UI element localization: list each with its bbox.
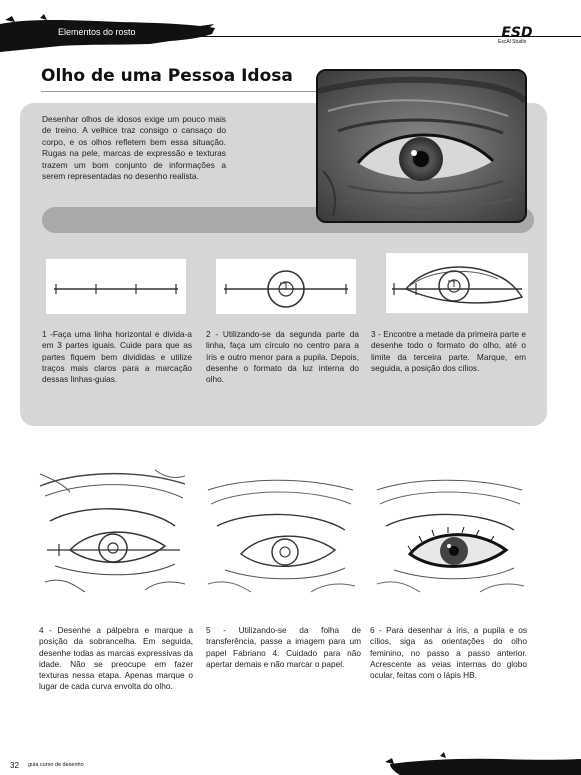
section-label: Elementos do rosto [58,27,136,37]
step-6-sketch [372,474,528,594]
publication-name: guia curso de desenho [28,762,84,768]
step-4-text: 4 - Desenhe a pálpebra e marque a posição da sobrancelha. Em seguida, desenhe todas as marcas expressivas da idade. Não se preocupe em fazer texturas nessa etapa. Apenas marque o lugar de cada curva envolta do olho. [39,625,193,692]
svg-text:ESD: ESD [501,25,533,41]
step-2-text: 2 - Utilizando-se da segunda parte da linha, faça um círculo no centro para a íris e outro menor para a pupila. Depois, desenhe o formato da luz interna do olho. [206,329,359,385]
step-2-sketch [216,259,356,314]
logo-subtext: EscAl Studio [498,39,527,45]
step-1-sketch [46,259,186,314]
intro-paragraph: Desenhar olhos de idosos exige um pouco mais de treino. A velhice traz consigo o cansaço do corpo, e os olhos refletem bem essa situação. Rugas na pele, marcas de expressão e texturas trazem um bom conjunto de informações a serem representadas no desenho realista. [42,114,226,182]
step-3-text: 3 - Encontre a metade da primeira parte e desenhe todo o formato do olho, até o limite da terceira parte. Marque, em seguida, a posição dos cílios. [371,329,526,373]
page-number: 32 [10,761,19,770]
step-3-sketch [386,253,528,313]
page-title: Olho de uma Pessoa Idosa [41,66,293,86]
step-5-sketch [203,474,359,594]
title-rule [41,91,317,92]
step-1-text: 1 -Faça uma linha horizontal e divida-a em 3 partes iguais. Cuide para que as partes fiquem bem divididas e utilize traços mais claros para a marcação dessas linhas-guias. [42,329,192,385]
footer-brush [380,750,581,775]
step-5-text: 5 - Utilizando-se da folha de transferência, passe a imagem para um papel Fabriano 4. Cuidado para não apertar demais e não marcar o papel. [206,625,361,669]
step-4-sketch [35,466,190,594]
step-6-text: 6 - Para desenhar a íris, a pupila e os cílios, siga as orientações do olho feminino, no passo a passo anterior. Acrescente as veias internas do globo ocular, feitas com o lápis HB. [370,625,527,681]
elderly-eye-photo [316,69,527,223]
